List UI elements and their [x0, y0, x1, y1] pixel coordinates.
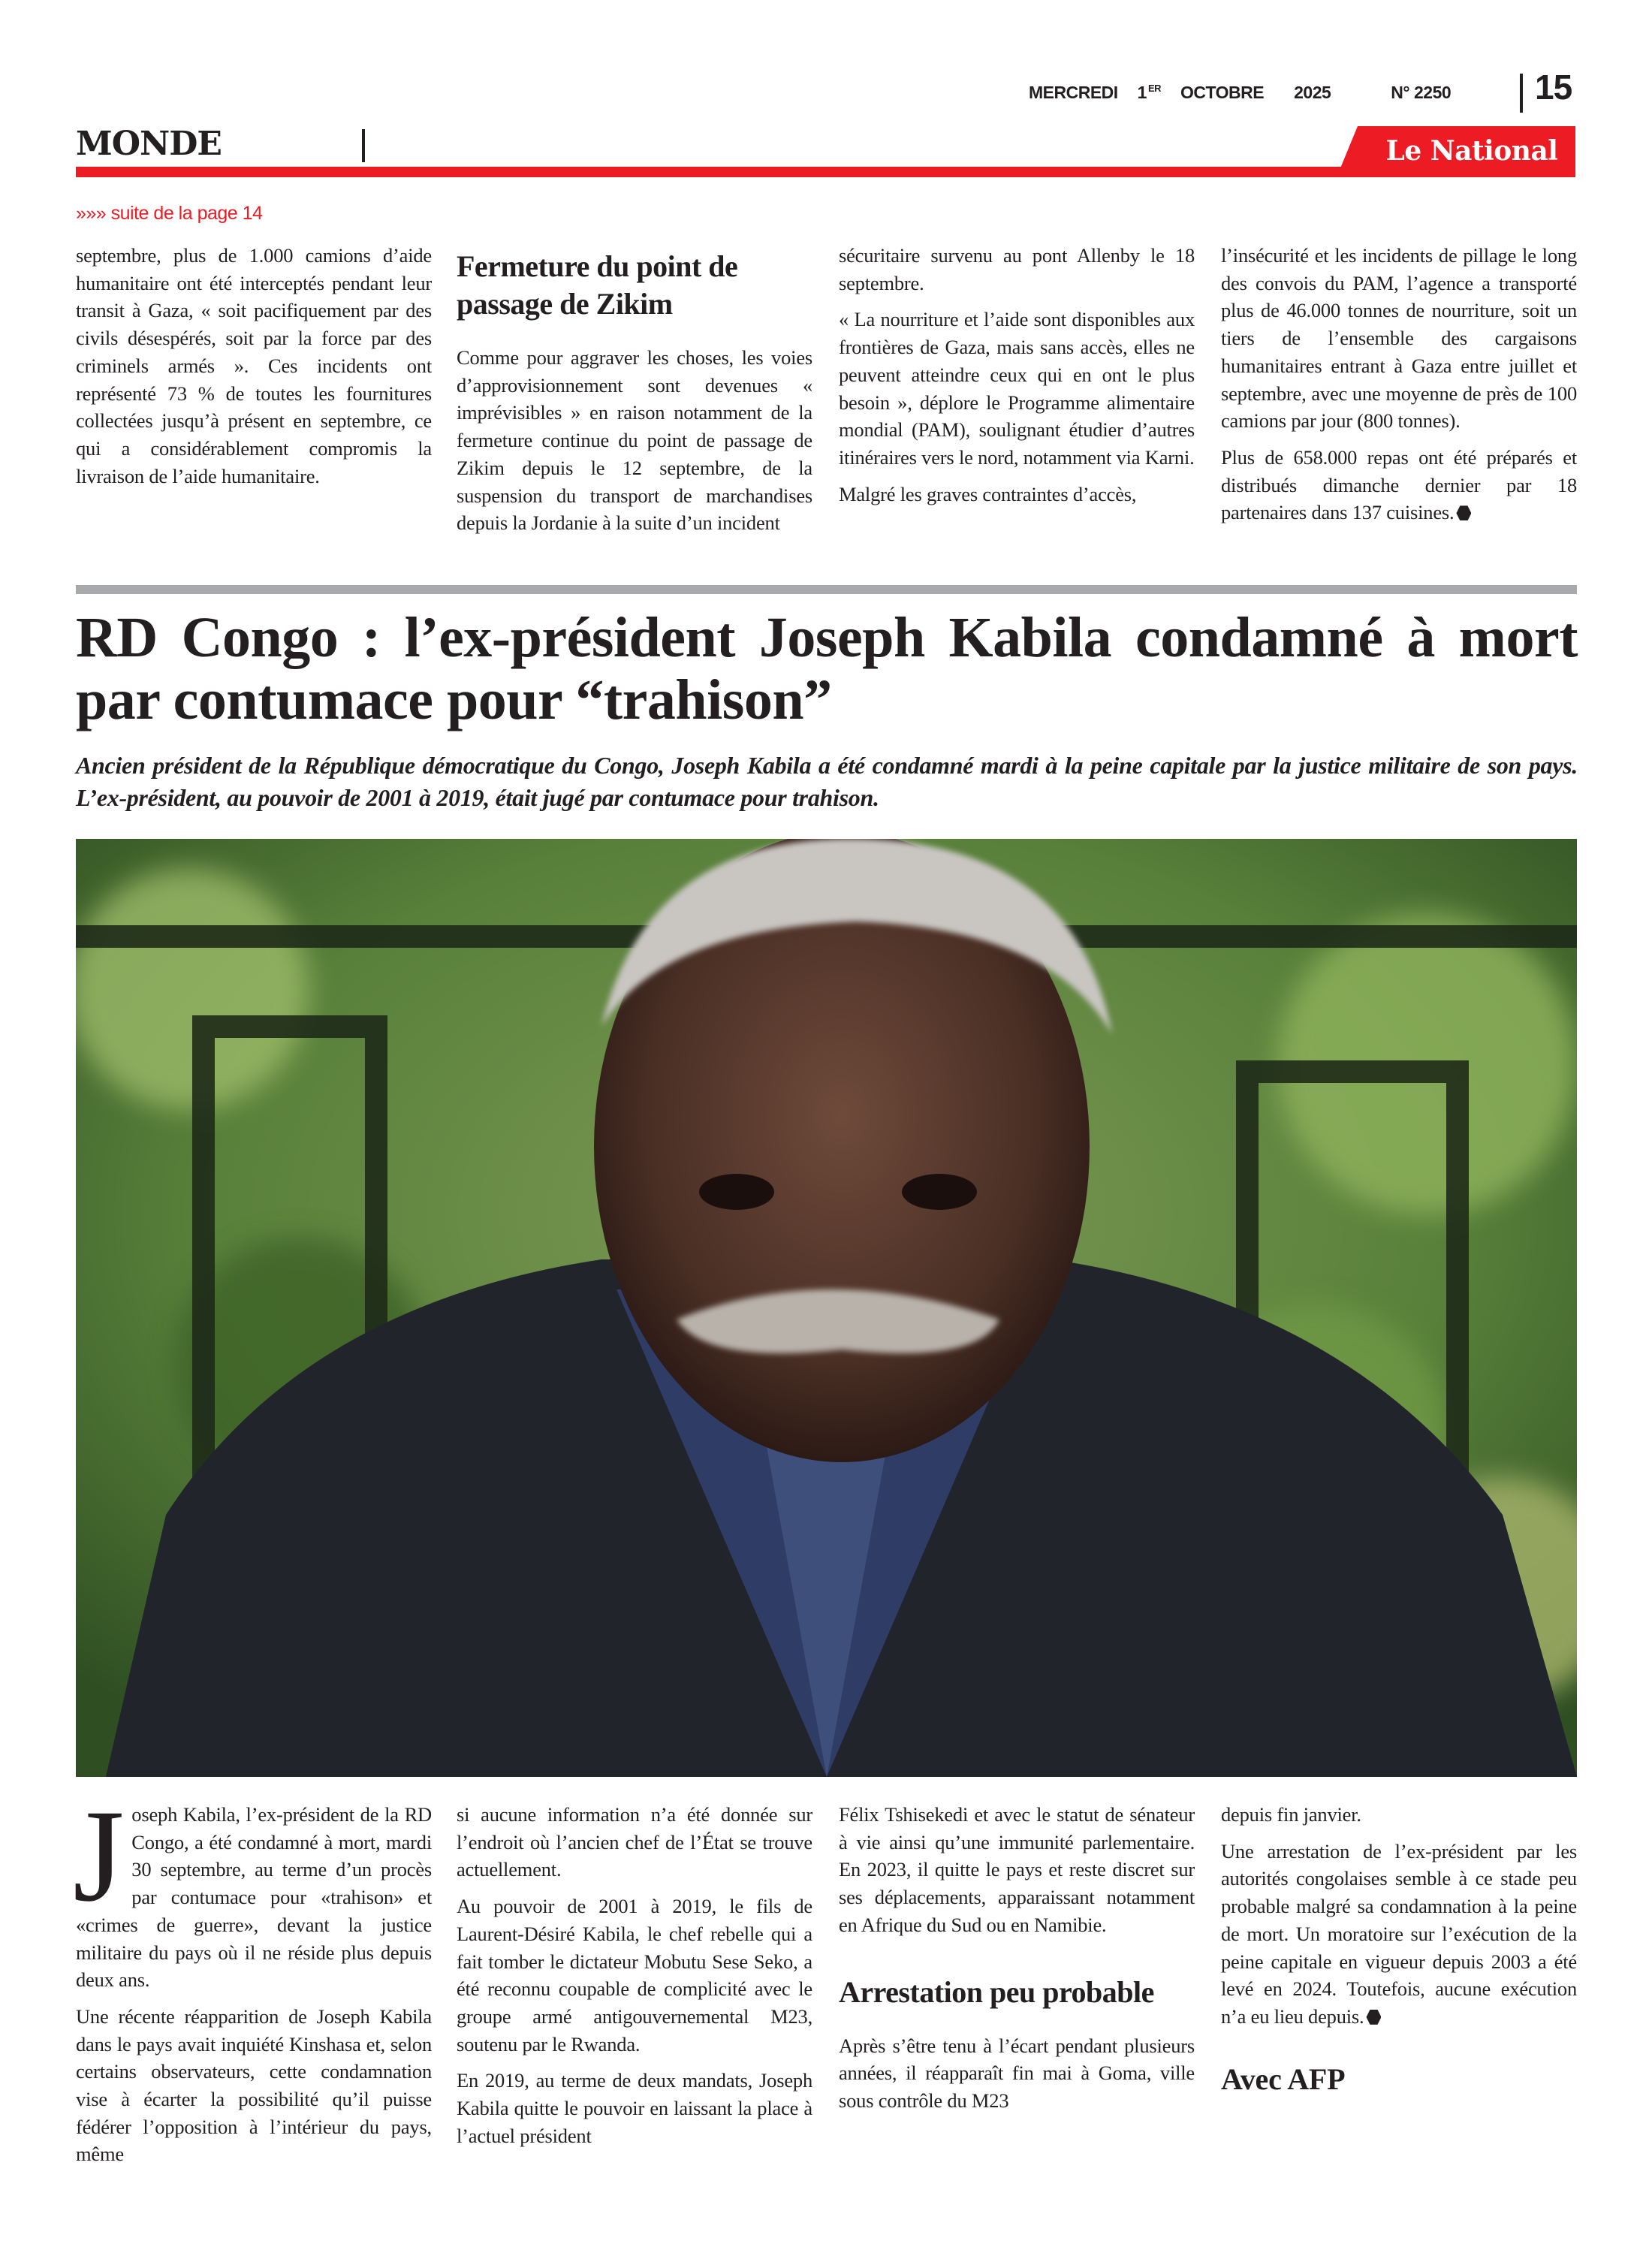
subheading: Arrestation peu probable [839, 1974, 1154, 2009]
paragraph: septembre, plus de 1.000 camions d’aide humanitaire ont été interceptés pendant leur transit à Gaza, « soit pacifiquement par des civils désespérés, soit par la force par des criminels armés ». Ces incidents ont représenté 73 % de toutes les fournitures collectées jusqu’à présent en septembre, ce qui a considérablement compromis la livraison de l’aide humanitaire. [76, 244, 432, 487]
article-photo [76, 839, 1577, 1777]
paragraph: Comme pour aggraver les choses, les voies d’approvisionnement sont devenues « imprévisibles » en raison notamment de la fermeture continue du point de passage de Zikim depuis le 12 septembre, de la suspension du transport de marchandises depuis la Jordanie à la suite d’un incident [457, 346, 812, 535]
page-number: 15 [1535, 68, 1572, 107]
paragraph: En 2019, au terme de deux mandats, Joseph Kabila quitte le pouvoir en laissant la place à l’actuel président [457, 2069, 812, 2147]
article-dek: Ancien président de la République démocratique du Congo, Joseph Kabila a été condamné mardi à la peine capitale par la justice militaire de son pays. L’ex-président, au pouvoir de 2001 à 2019, était jugé par contumace pour trahison. [76, 752, 1578, 811]
issue-dateline [1029, 83, 1470, 103]
paragraph: « La nourriture et l’aide sont disponibles aux frontières de Gaza, mais sans accès, elles ne peuvent atteindre ceux qui en ont le plus besoin », déplore le Programme alimentaire mondial (PAM), soulignant étudier d’autres itinéraires vers le nord, notamment via Karni. [839, 308, 1195, 469]
article-headline: RD Congo : l’ex-président Joseph Kabila condamné à mort par contumace pour “trahison” [76, 606, 1578, 731]
paragraph: Joseph Kabila, l’ex-président de la RD Congo, a été condamné à mort, mardi 30 septembre, au terme d’un procès par contumace pour «trahison» et «crimes de guerre», devant la justice militaire du pays où il ne réside plus depuis deux ans. [73, 1783, 432, 1992]
date-month: OCTOBRE [1180, 83, 1265, 102]
end-mark-icon [1456, 505, 1471, 520]
brand-logo: Le National [1385, 135, 1558, 167]
article-column-2 [457, 1801, 812, 2158]
portrait-photo-icon [76, 839, 1577, 1777]
section-title: MONDE [76, 125, 222, 163]
date-number: 1 $^{ER}$ [1137, 83, 1162, 102]
byline: Avec AFP [1221, 2061, 1346, 2096]
article-column-3 [839, 1801, 1195, 2124]
paragraph: Une arrestation de l’ex-président par les autorités congolaises semble à ce stade peu probable malgré sa condamnation à la peine de mort. Un moratoire sur l’exécution de la peine capitale en vigueur depuis 2003 a été levé en 2024. Toutefois, aucune exécution n’a eu lieu depuis. [1221, 1839, 1577, 2028]
page-number-divider [1520, 74, 1523, 113]
paragraph: Après s’être tenu à l’écart pendant plusieurs années, il réapparaît fin mai à Goma, ville sous contrôle du M23 [839, 2034, 1195, 2112]
paragraph: depuis fin janvier. [1221, 1803, 1361, 1826]
paragraph: Plus de 658.000 repas ont été préparés et distribués dimanche dernier par 18 partenaires dans 137 cuisines. [1221, 445, 1577, 524]
article-divider [76, 585, 1577, 594]
prev-article-column-4 [1221, 242, 1577, 535]
date-year: 2025 [1294, 83, 1331, 102]
paragraph: Au pouvoir de 2001 à 2019, le fils de Laurent-Désiré Kabila, le chef rebelle qui a fait tomber le dictateur Mobutu Sese Seko, a été reconnu coupable de complicité avec le groupe armé antigouvernemental M23, soutenu par le Rwanda. [457, 1895, 812, 2055]
section-divider [362, 129, 365, 162]
prev-article-column-2 [457, 248, 812, 546]
prev-article-column-3 [839, 242, 1195, 517]
prev-article-column-1 [76, 242, 432, 499]
paragraph: Une récente réapparition de Joseph Kabila dans le pays avait inquiété Kinshasa et, selon certains observateurs, cette condamnation vise à écarter la possibilité qu’il puisse fédérer l’opposition à l’intérieur du pays, même [76, 2004, 432, 2166]
paragraph: Malgré les graves contraintes d’accès, [839, 482, 1137, 505]
subheading: Fermeture du point de passage de Zikim [457, 249, 738, 321]
date-day: MERCREDI [1029, 83, 1118, 102]
paragraph: si aucune information n’a été donnée sur l’endroit où l’ancien chef de l’État se trouve actuellement. [457, 1803, 812, 1881]
paragraph: sécuritaire survenu au pont Allenby le 18 septembre. [839, 244, 1195, 294]
end-mark-icon [1366, 2010, 1381, 2025]
issue-number: N° 2250 [1391, 83, 1452, 102]
continuation-note: »»» suite de la page 14 [76, 203, 263, 224]
drop-cap: J [73, 1783, 125, 1929]
article-column-1 [73, 1783, 432, 2177]
paragraph: Félix Tshisekedi et avec le statut de sénateur à vie ainsi qu’une immunité parlementaire. En 2023, il quitte le pays et reste discret sur ses déplacements, apparaissant notamment en Afrique du Sud ou en Namibie. [839, 1803, 1195, 1936]
article-column-4 [1221, 1801, 1577, 2098]
paragraph: l’insécurité et les incidents de pillage le long des convois du PAM, l’agence a transporté plus de 46.000 tonnes de nourriture, soit un tiers de l’ensemble des cargaisons humanitaires entrant à Gaza entre juillet et septembre, avec une moyenne de près de 100 camions par jour (800 tonnes). [1221, 244, 1577, 433]
